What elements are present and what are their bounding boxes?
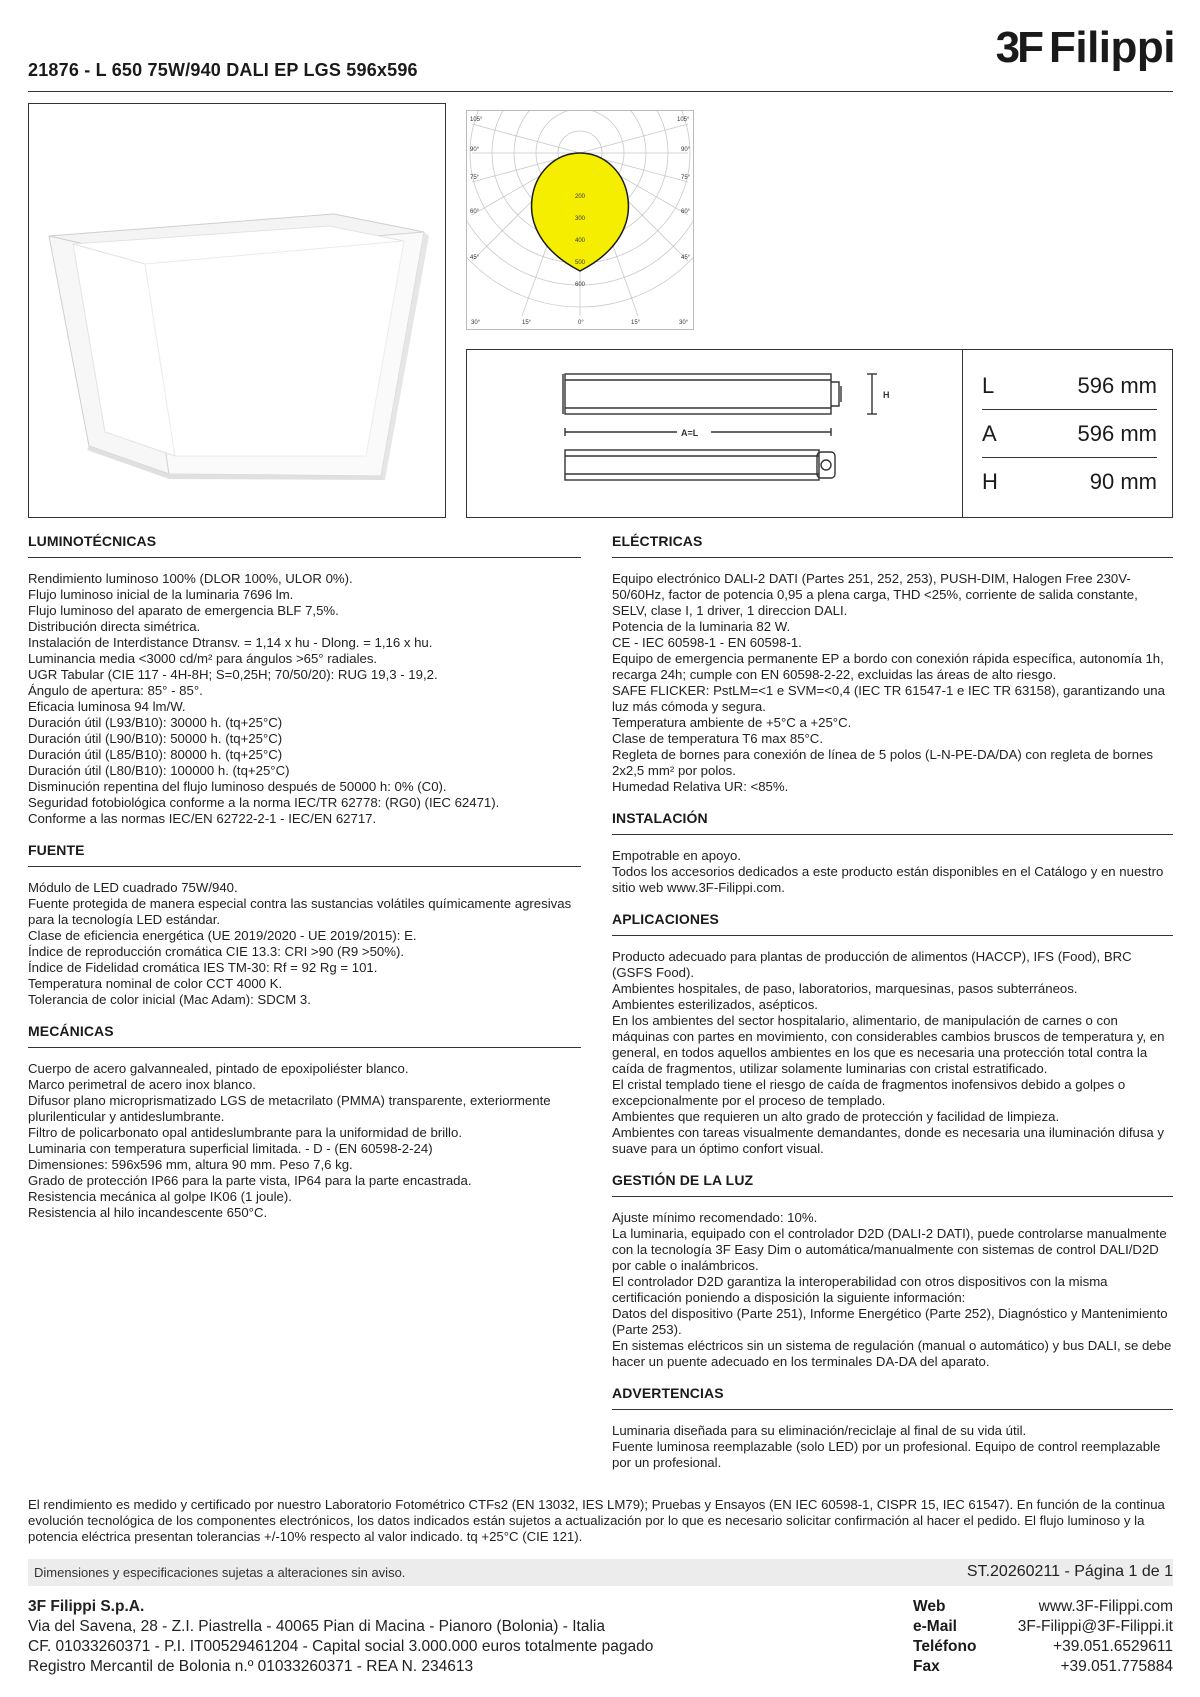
spec-line: El controlador D2D garantiza la interoperabilidad con otros dispositivos con la misma certificación poniendo a disposición la siguiente información:	[612, 1274, 1108, 1305]
section-rule	[28, 557, 581, 558]
spec-line: Humedad Relativa UR: <85%.	[612, 779, 789, 794]
section-body-instalacion	[612, 848, 1173, 896]
spec-line: Ajuste mínimo recomendado: 10%.	[612, 1210, 818, 1225]
spec-line: Conforme a las normas IEC/EN 62722-2-1 - IEC/EN 62717.	[28, 811, 377, 826]
section-body-mecanicas	[28, 1061, 581, 1221]
performance-footnote: El rendimiento es medido y certificado por nuestro Laboratorio Fotométrico CTFs2 (EN 13032, IES LM79); Pruebas y Ensayos (EN IEC 60598-1, CISPR 15, IEC 61547). En función de la continua evolución tecnológica de los componentes electrónicos, los datos indicados están sujetos a actualización por lo que es necesario solicitar confirmación al hacer el pedido. El flujo luminoso y la potencia eléctrica presentan tolerancias +/-10% respecto al valor indicado. tq +25°C (CIE 121).	[28, 1497, 1165, 1544]
width-marker: A=L	[681, 428, 699, 438]
section-rule	[612, 1196, 1173, 1197]
polar-radial-label: 200	[575, 194, 586, 200]
spec-line: Índice de reproducción cromática CIE 13.3: CRI >90 (R9 >50%).	[28, 944, 405, 959]
spec-line: Seguridad fotobiológica conforme a la norma IEC/TR 62778: (RG0) (IEC 62471).	[28, 795, 500, 810]
spec-line: Eficacia luminosa 94 lm/W.	[28, 699, 186, 714]
spec-line: Dimensiones: 596x596 mm, altura 90 mm. Peso 7,6 kg.	[28, 1157, 353, 1172]
contact-label-phone: Teléfono	[913, 1638, 977, 1655]
polar-angle-label: 75°	[681, 175, 691, 181]
section-rule	[612, 834, 1173, 835]
spec-line: En sistemas eléctricos sin un sistema de regulación (manual o automático) y bus DALI, se debe hacer un puente adecuado en los terminales DA-DA del aparato.	[612, 1338, 1172, 1369]
spec-line: Flujo luminoso del aparato de emergencia BLF 7,5%.	[28, 603, 339, 618]
polar-radial-label: 400	[575, 238, 586, 244]
spec-line: Disminución repentina del flujo luminoso después de 50000 h: 0% (C0).	[28, 779, 447, 794]
dimensions-panel	[466, 349, 1173, 518]
spec-line: Duración útil (L90/B10): 50000 h. (tq+25°C)	[28, 731, 283, 746]
section-rule	[28, 1047, 581, 1048]
dimension-label: H	[982, 469, 998, 494]
company-info	[28, 1597, 653, 1677]
section-heading-mecanicas: MECÁNICAS	[28, 1023, 114, 1039]
spec-line: UGR Tabular (CIE 117 - 4H-8H; S=0,25H; 70/50/20): RUG 19,3 - 19,2.	[28, 667, 438, 682]
spec-line: Resistencia mecánica al golpe IK06 (1 joule).	[28, 1189, 292, 1204]
spec-line: Fuente luminosa reemplazable (solo LED) por un profesional. Equipo de control reemplazable por un profesional.	[612, 1439, 1161, 1470]
spec-line: SAFE FLICKER: PstLM=<1 e SVM=<0,4 (IEC TR 61547-1 e IEC TR 63158), garantizando una luz más cómoda y segura.	[612, 683, 1165, 714]
polar-diagram-svg	[467, 111, 693, 329]
section-body-gestion-luz	[612, 1210, 1173, 1370]
spec-line: Producto adecuado para plantas de producción de alimentos (HACCP), IFS (Food), BRC (GSFS Food).	[612, 949, 1132, 980]
section-heading-luminotecnicas: LUMINOTÉCNICAS	[28, 533, 157, 549]
section-body-luminotecnicas	[28, 571, 581, 827]
polar-angle-label: 0°	[578, 320, 584, 326]
dimension-row-length	[982, 362, 1157, 410]
spec-line: Marco perimetral de acero inox blanco.	[28, 1077, 256, 1092]
website-link[interactable]: www.3F-Filippi.com	[1038, 1598, 1173, 1615]
company-registry: Registro Mercantil de Bolonia n.º 01033260371 - REA N. 234613	[28, 1658, 474, 1675]
spec-line: Temperatura nominal de color CCT 4000 K.	[28, 976, 283, 991]
polar-radial-label: 500	[575, 260, 586, 266]
product-image	[28, 103, 446, 518]
polar-angle-label: 105°	[677, 117, 690, 123]
spec-line: Duración útil (L85/B10): 80000 h. (tq+25°C)	[28, 747, 283, 762]
fax-number: +39.051.775884	[1060, 1658, 1173, 1675]
spec-line: Empotrable en apoyo.	[612, 848, 742, 863]
section-rule	[612, 1409, 1173, 1410]
section-rule	[28, 866, 581, 867]
section-body-advertencias	[612, 1423, 1173, 1471]
spec-line: Flujo luminoso inicial de la luminaria 7696 lm.	[28, 587, 294, 602]
spec-line: Duración útil (L93/B10): 30000 h. (tq+25°C)	[28, 715, 283, 730]
section-body-electricas	[612, 571, 1173, 795]
led-panel-illustration	[29, 104, 445, 517]
section-heading-instalacion: INSTALACIÓN	[612, 810, 708, 826]
polar-diagram	[466, 110, 694, 330]
spec-line: CE - IEC 60598-1 - EN 60598-1.	[612, 635, 802, 650]
right-column	[612, 533, 1173, 1471]
section-heading-gestion-luz: GESTIÓN DE LA LUZ	[612, 1172, 754, 1188]
spec-line: Índice de Fidelidad cromática IES TM-30: Rf = 92 Rg = 101.	[28, 960, 378, 975]
polar-angle-label: 30°	[471, 320, 481, 326]
dimension-value: 596 mm	[1077, 421, 1157, 446]
spec-line: Distribución directa simétrica.	[28, 619, 201, 634]
spec-line: Luminaria diseñada para su eliminación/reciclaje al final de su vida útil.	[612, 1423, 1027, 1438]
dimensions-divider	[962, 350, 963, 517]
phone-number: +39.051.6529611	[1053, 1638, 1173, 1655]
logo-name: Filippi	[1048, 23, 1175, 72]
dimension-label: A	[982, 421, 997, 446]
section-heading-advertencias: ADVERTENCIAS	[612, 1385, 724, 1401]
company-tax: CF. 01033260371 - P.I. IT00529461204 - Capital social 3.000.000 euros totalmente pagado	[28, 1638, 654, 1655]
polar-angle-label: 15°	[631, 320, 641, 326]
spec-line: La luminaria, equipado con el controlador D2D (DALI-2 DATI), puede controlarse manualmente con la tecnología 3F Easy Dim o automática/manualmente con sistemas de control DALI/D2D por cable o inalámbricos.	[612, 1226, 1167, 1273]
polar-angle-label: 15°	[522, 320, 532, 326]
spec-line: Instalación de Interdistance Dtransv. = 1,14 x hu - Dlong. = 1,16 x hu.	[28, 635, 433, 650]
spec-line: Resistencia al hilo incandescente 650°C.	[28, 1205, 268, 1220]
spec-line: Duración útil (L80/B10): 100000 h. (tq+25°C)	[28, 763, 290, 778]
contact-label-fax: Fax	[913, 1658, 940, 1675]
spec-line: Clase de temperatura T6 max 85°C.	[612, 731, 823, 746]
section-body-fuente	[28, 880, 581, 1008]
header-rule	[28, 91, 1173, 92]
polar-angle-label: 90°	[681, 147, 691, 153]
page-title: 21876 - L 650 75W/940 DALI EP LGS 596x596	[28, 60, 418, 80]
contact-label-web: Web	[913, 1598, 946, 1615]
spec-line: Ambientes que requieren un alto grado de protección y facilidad de limpieza.	[612, 1109, 1060, 1124]
polar-angle-label: 75°	[470, 175, 480, 181]
spec-line: Temperatura ambiente de +5°C a +25°C.	[612, 715, 852, 730]
spec-line: En los ambientes del sector hospitalario, alimentario, de manipulación de carnes o con máquinas con partes en movimiento, con considerables cambios bruscos de temperatura y, en general, en todos aquellos ambientes en los que es necesaria una protección total contra la caída de fragmentos, utilizar solamente luminarias con cristal estratificado.	[612, 1013, 1165, 1076]
section-heading-fuente: FUENTE	[28, 842, 85, 858]
company-address: Via del Savena, 28 - Z.I. Piastrella - 40065 Pian di Macina - Pianoro (Bolonia) - Italia	[28, 1618, 605, 1635]
dimension-label: L	[982, 373, 995, 398]
section-heading-electricas: ELÉCTRICAS	[612, 533, 703, 549]
spec-line: Ambientes esterilizados, asépticos.	[612, 997, 818, 1012]
polar-radial-label: 600	[575, 282, 586, 288]
section-rule	[612, 935, 1173, 936]
left-column	[28, 533, 581, 1221]
dimension-row-width	[982, 410, 1157, 458]
spec-line: Datos del dispositivo (Parte 251), Informe Energético (Parte 252), Diagnóstico y Mantenimiento (Parte 253).	[612, 1306, 1168, 1337]
polar-angle-label: 60°	[470, 209, 480, 215]
spec-line: Clase de eficiencia energética (UE 2019/2020 - UE 2019/2015): E.	[28, 928, 417, 943]
polar-angle-label: 45°	[470, 255, 480, 261]
polar-angle-label: 30°	[679, 320, 689, 326]
spec-line: Luminaria con temperatura superficial limitada. - D - (EN 60598-2-24)	[28, 1141, 433, 1156]
contact-label-email: e-Mail	[913, 1618, 957, 1635]
brand-logo	[995, 23, 1175, 72]
spec-line: Fuente protegida de manera especial contra las sustancias volátiles químicamente agresivas para la tecnología LED estándar.	[28, 896, 572, 927]
spec-line: Ambientes hospitales, de paso, laboratorios, marquesinas, pasos subterráneos.	[612, 981, 1078, 996]
polar-angle-label: 105°	[470, 117, 483, 123]
section-rule	[612, 557, 1173, 558]
dimension-value: 596 mm	[1077, 373, 1157, 398]
contact-values	[1018, 1597, 1173, 1677]
spec-line: Ángulo de apertura: 85° - 85°.	[28, 683, 203, 698]
logo-mark: 3F	[995, 23, 1041, 72]
email-link[interactable]: 3F-Filippi@3F-Filippi.it	[1017, 1618, 1173, 1635]
contact-labels	[913, 1597, 976, 1677]
spec-line: Difusor plano microprismatizado LGS de metacrilato (PMMA) transparente, exteriormente plurilenticular y antideslumbrante.	[28, 1093, 551, 1124]
spec-line: Luminancia media <3000 cd/m² para ángulos >65° radiales.	[28, 651, 378, 666]
dimension-drawing	[557, 366, 897, 506]
spec-line: Cuerpo de acero galvannealed, pintado de epoxipoliéster blanco.	[28, 1061, 409, 1076]
dimension-value: 90 mm	[1089, 469, 1157, 494]
spec-line: Tolerancia de color inicial (Mac Adam): SDCM 3.	[28, 992, 311, 1007]
polar-angle-label: 90°	[470, 147, 480, 153]
polar-angle-label: 45°	[681, 255, 691, 261]
section-heading-aplicaciones: APLICACIONES	[612, 911, 719, 927]
dimension-row-height	[982, 458, 1157, 506]
spec-line: Grado de protección IP66 para la parte vista, IP64 para la parte encastrada.	[28, 1173, 472, 1188]
spec-line: Ambientes con tareas visualmente demandantes, donde es necesaria una iluminación difusa y suave para un óptimo confort visual.	[612, 1125, 1165, 1156]
spec-line: Regleta de bornes para conexión de línea de 5 polos (L-N-PE-DA/DA) con regleta de bornes 2x2,5 mm² por polos.	[612, 747, 1154, 778]
height-marker: H	[883, 390, 890, 400]
intensity-curve	[532, 153, 629, 271]
polar-angle-label: 60°	[681, 209, 691, 215]
spec-line: Rendimiento luminoso 100% (DLOR 100%, ULOR 0%).	[28, 571, 353, 586]
polar-radial-label: 300	[575, 216, 586, 222]
spec-line: El cristal templado tiene el riesgo de caída de fragmentos inofensivos debido a golpes o excepcionalmente por el proceso de templado.	[612, 1077, 1126, 1108]
company-name: 3F Filippi S.p.A.	[28, 1598, 145, 1615]
page-reference: ST.20260211 - Página 1 de 1	[966, 1563, 1173, 1580]
section-body-aplicaciones	[612, 949, 1173, 1157]
notice-text: Dimensiones y especificaciones sujetas a alteraciones sin aviso.	[34, 1565, 406, 1580]
spec-line: Equipo de emergencia permanente EP a bordo con conexión rápida específica, autonomía 1h, recarga 24h; cumple con EN 60598-2-22, excluidas las áreas de alto riesgo.	[612, 651, 1164, 682]
spec-line: Filtro de policarbonato opal antideslumbrante para la uniformidad de brillo.	[28, 1125, 462, 1140]
spec-line: Módulo de LED cuadrado 75W/940.	[28, 880, 238, 895]
spec-line: Potencia de la luminaria 82 W.	[612, 619, 791, 634]
spec-line: Todos los accesorios dedicados a este producto están disponibles en el Catálogo y en nuestro sitio web www.3F-Filippi.com.	[612, 864, 1164, 895]
spec-line: Equipo electrónico DALI-2 DATI (Partes 251, 252, 253), PUSH-DIM, Halogen Free 230V-50/60Hz, factor de potencia 0,95 a plena carga, THD <25%, corriente de salida constante, SELV, clase I, 1 driver, 1 direccion DALI.	[612, 571, 1138, 618]
